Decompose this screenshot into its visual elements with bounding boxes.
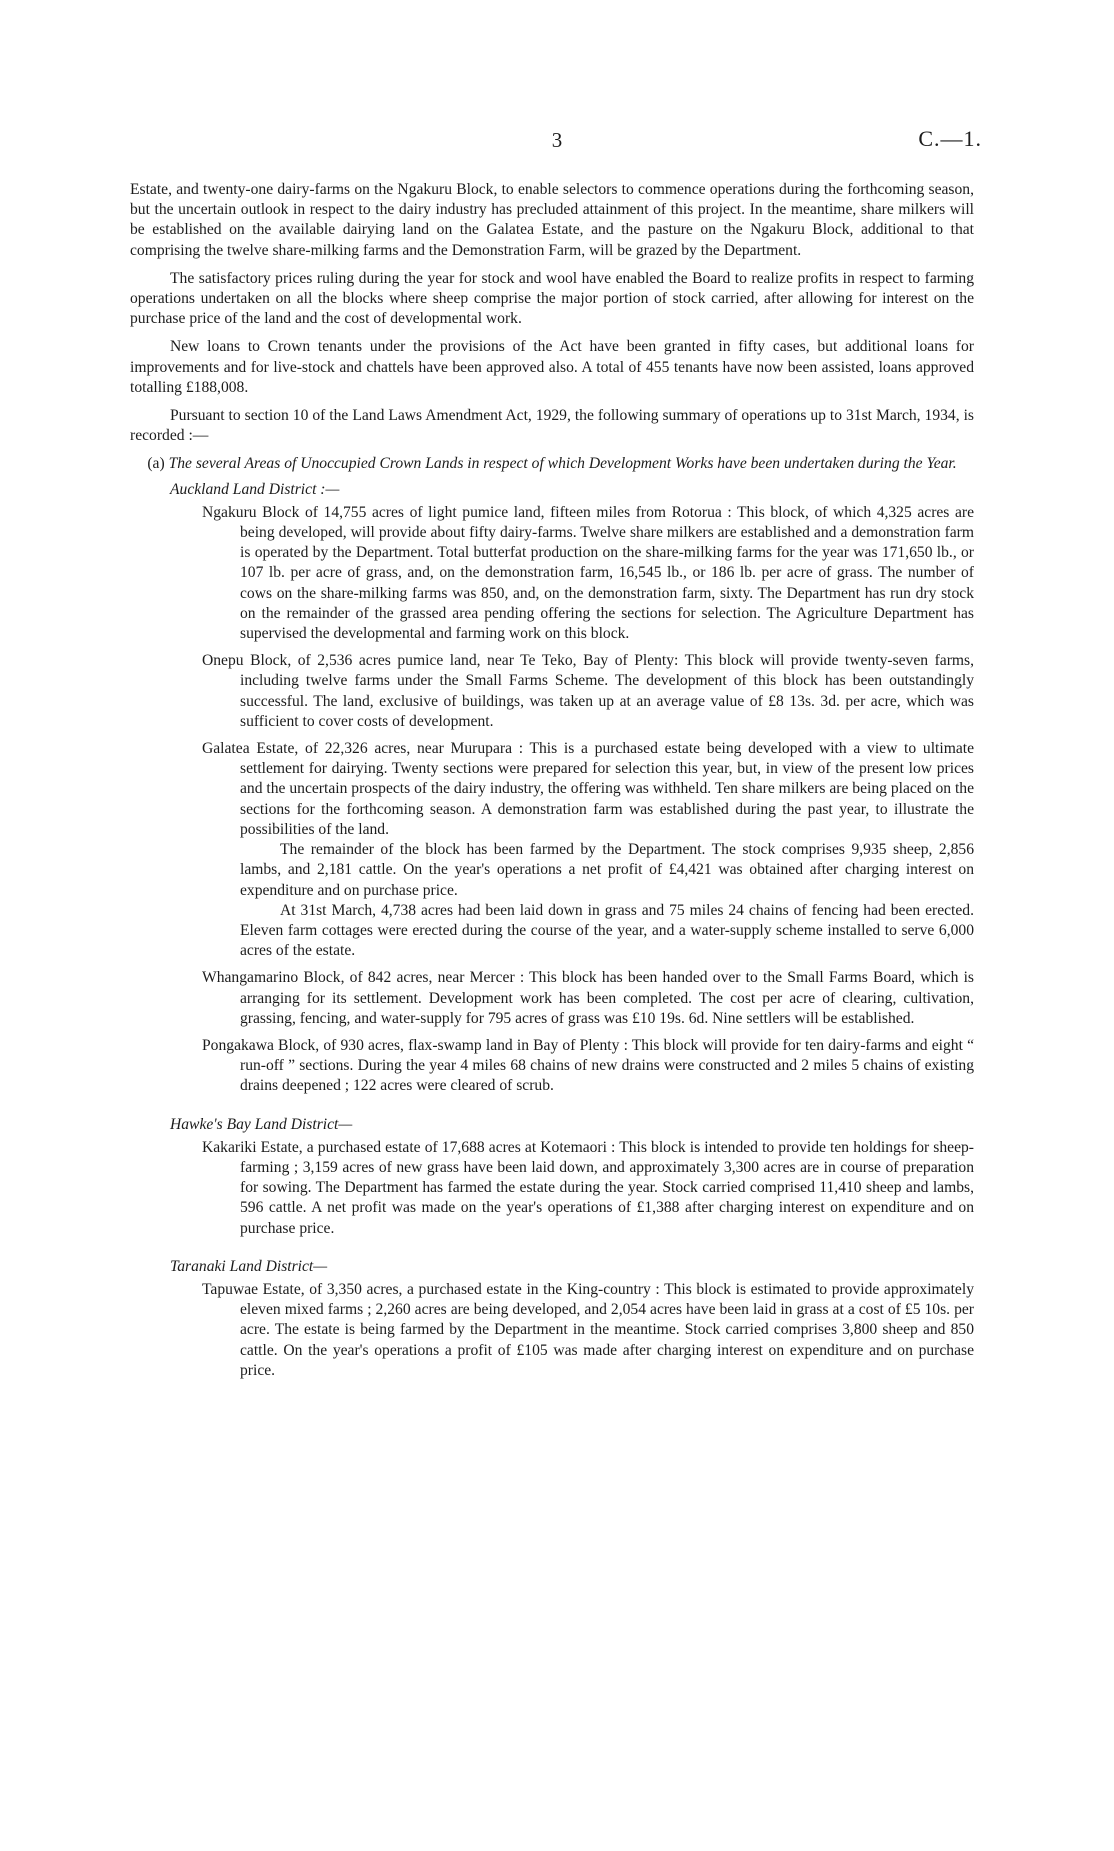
page-number: 3 xyxy=(551,128,563,152)
entry-whangamarino: Whangamarino Block, of 842 acres, near Mercer : This block has been handed over to the Small Farms Board, which is arranging for its settlement. Development work has been completed. The cost per acre of clearing, cultivation, grassing, fencing, and water-supply for 795 acres of grass was £10 19s. 6d. Nine settlers will be established. xyxy=(202,969,974,1027)
entry-ngakuru: Ngakuru Block of 14,755 acres of light pumice land, fifteen miles from Rotorua : This block, of which 4,325 acres are being developed, will provide about fifty dairy-farms. Twelve share milkers are established and a demonstration farm is operated by the Department. Total butterfat production on the share-milking farms for the year was 171,650 lb., or 107 lb. per acre of grass, and, on the demonstration farm, 16,545 lb., or 186 lb. per acre of grass. The number of cows on the share-milking farms was 850, and, on the demonstration farm, sixty. The Department has run dry stock on the remainder of the grassed area pending offering the sections for selection. The Agriculture Department has supervised the developmental and farming work on this block. xyxy=(202,503,974,643)
section-heading xyxy=(130,454,974,474)
entry-onepu: Onepu Block, of 2,536 acres pumice land, near Te Teko, Bay of Plenty: This block will provide twenty-seven farms, including twelve farms under the Small Farms Scheme. The development of this block has been outstandingly successful. The land, exclusive of buildings, was taken up at an average value of £8 13s. 3d. per acre, which was sufficient to cover costs of development. xyxy=(202,652,974,730)
entry-kakariki: Kakariki Estate, a purchased estate of 17,688 acres at Kotemaori : This block is intended to provide ten holdings for sheep-farming ; 3,159 acres of new grass have been laid down, and approximately 3,300 acres are in course of preparation for sowing. The Department has farmed the estate during the year. Stock carried comprised 11,410 sheep and lambs, 596 cattle. A net profit was made on the year's operations of £1,388 after charging interest on expenditure and on purchase price. xyxy=(202,1138,974,1237)
paragraph-continued: Estate, and twenty-one dairy-farms on the Ngakuru Block, to enable selectors to commence operations during the forthcoming season, but the uncertain outlook in respect to the dairy industry has precluded attainment of this project. In the meantime, share milkers will be established on the available dairying land on the Galatea Estate, and the pasture on the Ngakuru Block, additional to that comprising the twelve share-milking farms and the Demonstration Farm, will be grazed by the Department. xyxy=(130,181,974,259)
entry-tapuwae: Tapuwae Estate, of 3,350 acres, a purchased estate in the King-country : This block is estimated to provide approximately eleven mixed farms ; 2,260 acres are being developed, and 2,054 acres have been laid in grass at a cost of £5 10s. per acre. The estate is being farmed by the Department in the meantime. Stock carried comprises 3,800 sheep and 850 cattle. On the year's operations a profit of £105 was made after charging interest on expenditure and on purchase price. xyxy=(202,1280,974,1379)
paragraph-summary-intro: Pursuant to section 10 of the Land Laws Amendment Act, 1929, the following summary of operations up to 31st March, 1934, is recorded :— xyxy=(130,407,974,445)
entry-pongakawa: Pongakawa Block, of 930 acres, flax-swamp land in Bay of Plenty : This block will provide for ten dairy-farms and eight “ run-off ” sections. During the year 4 miles 68 chains of new drains were constructed and 2 miles 5 chains of existing drains deepened ; 122 acres were cleared of scrub. xyxy=(202,1036,974,1095)
entry-galatea-stock: The remainder of the block has been farmed by the Department. The stock comprises 9,935 sheep, 2,856 lambs, and 2,181 cattle. On the year's operations a net profit of £4,421 was obtained after charging interest on expenditure and on purchase price. xyxy=(240,841,974,899)
paragraph-prices: The satisfactory prices ruling during the year for stock and wool have enabled the Board to realize profits in respect to farming operations undertaken on all the blocks where sheep comprise the major portion of stock carried, after allowing for interest on the purchase price of the land and the cost of developmental work. xyxy=(130,269,974,328)
entry-galatea: Galatea Estate, of 22,326 acres, near Murupara : This is a purchased estate being developed with a view to ultimate settlement for dairying. Twenty sections were prepared for selection this year, but, in view of the present low prices and the uncertain prospects of the dairy industry, the offering was withheld. Ten share milkers are being placed on the sections for the forthcoming season. A demonstration farm was established during the past year, to illustrate the possibilities of the land. xyxy=(202,740,974,838)
section-title: The several Areas of Unoccupied Crown Lands in respect of which Development Works have been undertaken during the Year. xyxy=(168,455,957,473)
district-heading-taranaki: Taranaki Land District— xyxy=(170,1257,328,1275)
document-body xyxy=(130,180,974,1388)
district-heading-hawkes-bay: Hawke's Bay Land District— xyxy=(170,1115,353,1133)
paragraph-loans: New loans to Crown tenants under the provisions of the Act have been granted in fifty cases, but additional loans for improvements and for live-stock and chattels have been approved also. A total of 455 tenants have now been assisted, loans approved totalling £188,008. xyxy=(130,338,974,396)
document-code: C.—1. xyxy=(918,126,982,151)
section-label: (a) xyxy=(147,455,165,473)
district-heading-auckland: Auckland Land District :— xyxy=(170,480,340,498)
entry-galatea-fencing: At 31st March, 4,738 acres had been laid down in grass and 75 miles 24 chains of fencing had been erected. Eleven farm cottages were erected during the course of the year, and a water-supply scheme installed to serve 6,000 acres of the estate. xyxy=(240,901,974,960)
